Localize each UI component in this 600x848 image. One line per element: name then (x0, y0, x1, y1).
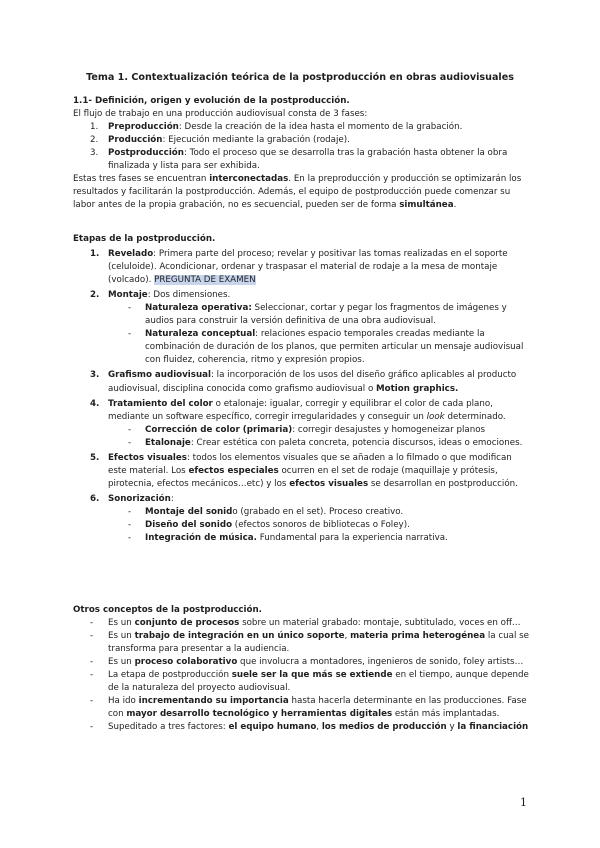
bullet-item: - Es un conjunto de procesos sobre un material grabado: montaje, subtitulado, voces en off… (90, 618, 521, 629)
list-item: 1. Preproducción: Desde la creación de la idea hasta el momento de la grabación. (90, 122, 463, 133)
section-definition (73, 95, 533, 212)
sub-item: - Diseño del sonido (efectos sonoros de bibliotecas o Foley). (128, 519, 410, 530)
bullet-item: - Es un trabajo de integración en un único soporte, materia prima heterogénea la cual se transforma para presentar a la audiencia. (90, 631, 529, 655)
paragraph: Estas tres fases se encuentran interconectadas. En la preproducción y producción se optimizarán los resultados y facilitarán la postproducción. Además, el equipo de postproducción puede comenzar su labor antes de la propia grabación, no es secuencial, pueden ser de forma simultánea. (73, 174, 522, 211)
sub-item: - Integración de música. Fundamental para la experiencia narrativa. (128, 533, 448, 544)
exam-highlight: PREGUNTA DE EXAMEN (154, 275, 256, 286)
section-other-concepts (73, 604, 533, 734)
section-heading: Otros conceptos de la postproducción. (73, 605, 262, 615)
stages-list (73, 248, 533, 545)
list-item: 5. Efectos visuales: todos los elementos visuales que se añaden a lo filmado o que modifican este material. Los efectos especiales ocurren en el set de rodaje (maquillaje y prótesis, pirotecnia, efectos mecánicos…etc) y los efectos visuales se desarrollan en postproducción. (90, 452, 518, 489)
list-item: 4. Tratamiento del color o etalonaje: igualar, corregir y equilibrar el color de cada plano, mediante un software específico, corregir irregularidades y conseguir un look determinado. - Corrección de color (primaria): corregir desajustes y homogeneizar planos - Etalonaje: Crear estética con paleta concreta, potencia discursos, ideas o emociones. (73, 398, 533, 450)
list-item: 3. Grafismo audiovisual: la incorporación de los usos del diseño gráfico aplicables al producto audiovisual, disciplina conocida como grafismo audiovisual o Motion graphics. (90, 370, 517, 394)
sub-item: - Naturaleza conceptual: relaciones espacio temporales creadas mediante la combinación de duración de los planos, que permiten articular un mensaje audiovisual con fluidez, coherencia, ritmo y expresión propios. (128, 329, 524, 366)
list-item: 2. Producción: Ejecución mediante la grabación (rodaje). (90, 135, 350, 146)
bullet-item: - Ha ido incrementando su importancia hasta hacerla determinante en las producciones. Fase con mayor desarrollo tecnológico y herramientas digitales están más implantadas. (90, 696, 527, 720)
section-heading: 1.1- Definición, origen y evolución de la postproducción. (73, 96, 350, 106)
bullet-item: - Supeditado a tres factores: el equipo humano, los medios de producción y la financiación (90, 722, 529, 733)
intro-text: El flujo de trabajo en una producción audiovisual consta de 3 fases: (73, 109, 368, 120)
list-item: 1. Revelado: Primera parte del proceso; revelar y positivar las tomas realizadas en el soporte (celuloide). Acondicionar, ordenar y traspasar el material de rodaje a la mesa de montaje (volcado). PREGUNTA DE EXAMEN (90, 249, 508, 286)
page-number: 1 (520, 796, 527, 809)
sub-item: - Corrección de color (primaria): corregir desajustes y homogeneizar planos (128, 424, 486, 435)
list-item: 2. Montaje: Dos dimensiones. - Naturaleza operativa: Seleccionar, cortar y pegar los fragmentos de imágenes y audios para construir la versión definitiva de una obra audiovisual. - Naturaleza conceptual: relaciones espacio temporales creadas mediante la combinación de duración de los planos, que permiten articular un mensaje audiovisual con fluidez, coherencia, ritmo y expresión propios. (73, 289, 533, 367)
document-title: Tema 1. Contextualización teórica de la postproducción en obras audiovisuales (86, 72, 514, 83)
phase-list (73, 121, 533, 173)
list-item: 6. Sonorización: - Montaje del sonido (grabado en el set). Proceso creativo. - Diseño del sonido (efectos sonoros de bibliotecas o Foley). - Integración de música. Fundamental para la experiencia narrativa. (73, 493, 533, 545)
bullet-item: - Es un proceso colaborativo que involucra a montadores, ingenieros de sonido, foley artists… (90, 657, 524, 668)
sub-item: - Montaje del sonido (grabado en el set). Proceso creativo. (128, 506, 404, 517)
section-stages (73, 233, 533, 547)
sub-item: - Naturaleza operativa: Seleccionar, cortar y pegar los fragmentos de imágenes y audios para construir la versión definitiva de una obra audiovisual. (128, 303, 507, 327)
sub-item: - Etalonaje: Crear estética con paleta concreta, potencia discursos, ideas o emociones. (128, 437, 523, 448)
bullet-item: - La etapa de postproducción suele ser la que más se extiende en el tiempo, aunque depende de la naturaleza del proyecto audiovisual. (90, 670, 529, 694)
list-item: 3. Postproducción: Todo el proceso que se desarrolla tras la grabación hasta obtener la obra finalizada y lista para ser exhibida. (90, 148, 508, 172)
section-heading: Etapas de la postproducción. (73, 234, 216, 244)
